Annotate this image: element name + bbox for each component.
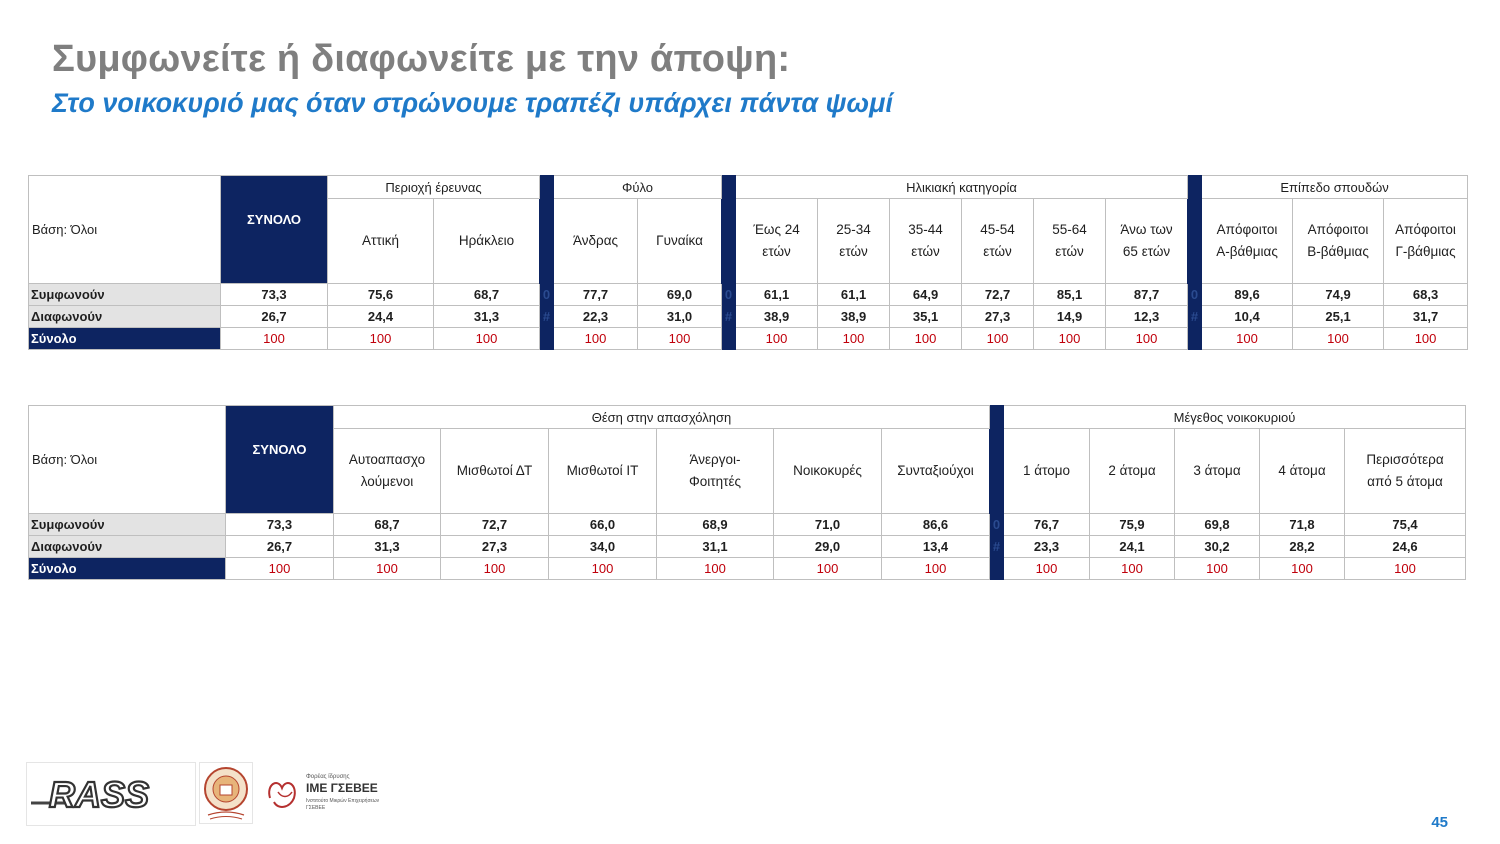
data-cell: 13,4 xyxy=(882,536,990,558)
row-label: Συμφωνούν xyxy=(29,514,226,536)
total-cell: 73,3 xyxy=(226,514,334,536)
data-cell: 38,9 xyxy=(818,306,890,328)
separator-marker xyxy=(990,558,1004,580)
data-cell: 100 xyxy=(549,558,657,580)
column-separator xyxy=(990,406,1004,514)
column-header: Απόφοιτοι Α-βάθμιας xyxy=(1202,199,1293,284)
page-title: Συμφωνείτε ή διαφωνείτε με την άποψη: xyxy=(52,38,791,80)
federation-seal-logo xyxy=(199,762,253,824)
total-cell: 26,7 xyxy=(221,306,328,328)
data-cell: 74,9 xyxy=(1293,284,1384,306)
crosstab-table-1 xyxy=(28,175,1468,350)
separator-marker: 0 xyxy=(1188,284,1202,306)
data-cell: 100 xyxy=(882,558,990,580)
data-cell: 100 xyxy=(736,328,818,350)
page-subtitle: Στο νοικοκυριό μας όταν στρώνουμε τραπέζι υπάρχει πάντα ψωμί xyxy=(52,88,893,118)
separator-marker: 0 xyxy=(540,284,554,306)
group-header-education: Επίπεδο σπουδών xyxy=(1202,176,1468,199)
column-header: Έως 24 ετών xyxy=(736,199,818,284)
group-header-household-size: Μέγεθος νοικοκυριού xyxy=(1004,406,1466,429)
page-number: 45 xyxy=(1431,814,1448,831)
separator-marker xyxy=(1188,328,1202,350)
total-cell: 100 xyxy=(221,328,328,350)
group-header-employment: Θέση στην απασχόληση xyxy=(334,406,990,429)
data-cell: 10,4 xyxy=(1202,306,1293,328)
data-cell: 100 xyxy=(1260,558,1345,580)
group-header-age: Ηλικιακή κατηγορία xyxy=(736,176,1188,199)
group-header-gender: Φύλο xyxy=(554,176,722,199)
data-cell: 25,1 xyxy=(1293,306,1384,328)
data-cell: 24,1 xyxy=(1090,536,1175,558)
svg-text:RASS: RASS xyxy=(49,774,150,815)
data-cell: 24,4 xyxy=(328,306,434,328)
ime-gsevee-logo xyxy=(264,768,384,820)
data-cell: 23,3 xyxy=(1004,536,1090,558)
row-label: Σύνολο xyxy=(29,328,221,350)
data-cell: 27,3 xyxy=(441,536,549,558)
rass-logo xyxy=(26,762,196,826)
group-header-region: Περιοχή έρευνας xyxy=(328,176,540,199)
data-cell: 34,0 xyxy=(549,536,657,558)
column-header: 55-64 ετών xyxy=(1034,199,1106,284)
data-cell: 100 xyxy=(1293,328,1384,350)
table-row-total xyxy=(29,558,1466,580)
table-row-total xyxy=(29,328,1468,350)
column-header: Συνταξιούχοι xyxy=(882,429,990,514)
data-cell: 68,7 xyxy=(434,284,540,306)
data-cell: 77,7 xyxy=(554,284,638,306)
data-cell: 100 xyxy=(334,558,441,580)
data-cell: 75,4 xyxy=(1345,514,1466,536)
data-cell: 31,7 xyxy=(1384,306,1468,328)
data-cell: 12,3 xyxy=(1106,306,1188,328)
total-column-header: ΣΥΝΟΛΟ xyxy=(226,406,334,514)
total-cell: 73,3 xyxy=(221,284,328,306)
row-label: Διαφωνούν xyxy=(29,306,221,328)
crosstab-table-2 xyxy=(28,405,1466,580)
base-label: Βάση: Όλοι xyxy=(29,406,226,514)
data-cell: 76,7 xyxy=(1004,514,1090,536)
data-cell: 68,3 xyxy=(1384,284,1468,306)
data-cell: 22,3 xyxy=(554,306,638,328)
data-cell: 72,7 xyxy=(441,514,549,536)
data-cell: 100 xyxy=(1090,558,1175,580)
data-cell: 14,9 xyxy=(1034,306,1106,328)
table-row-agree xyxy=(29,284,1468,306)
data-cell: 61,1 xyxy=(736,284,818,306)
total-cell: 26,7 xyxy=(226,536,334,558)
data-cell: 68,7 xyxy=(334,514,441,536)
data-cell: 100 xyxy=(1345,558,1466,580)
column-header: 2 άτομα xyxy=(1090,429,1175,514)
separator-marker: # xyxy=(1188,306,1202,328)
column-header: 4 άτομα xyxy=(1260,429,1345,514)
total-cell: 100 xyxy=(226,558,334,580)
data-cell: 28,2 xyxy=(1260,536,1345,558)
data-cell: 24,6 xyxy=(1345,536,1466,558)
column-header: 45-54 ετών xyxy=(962,199,1034,284)
data-cell: 31,0 xyxy=(638,306,722,328)
column-header: 3 άτομα xyxy=(1175,429,1260,514)
column-header: Μισθωτοί ΙΤ xyxy=(549,429,657,514)
data-cell: 100 xyxy=(1175,558,1260,580)
column-header: Αυτοαπασχο λούμενοι xyxy=(334,429,441,514)
data-cell: 100 xyxy=(554,328,638,350)
data-cell: 100 xyxy=(962,328,1034,350)
base-label: Βάση: Όλοι xyxy=(29,176,221,284)
data-cell: 27,3 xyxy=(962,306,1034,328)
svg-text:ΙΜΕ ΓΣΕΒΕΕ: ΙΜΕ ΓΣΕΒΕΕ xyxy=(306,781,378,795)
data-cell: 71,8 xyxy=(1260,514,1345,536)
column-header: 1 άτομο xyxy=(1004,429,1090,514)
column-header: Ηράκλειο xyxy=(434,199,540,284)
data-cell: 86,6 xyxy=(882,514,990,536)
data-cell: 30,2 xyxy=(1175,536,1260,558)
column-header: Άνω των 65 ετών xyxy=(1106,199,1188,284)
column-header: Αττική xyxy=(328,199,434,284)
column-header: Απόφοιτοι Β-βάθμιας xyxy=(1293,199,1384,284)
separator-marker: 0 xyxy=(722,284,736,306)
column-header: Απόφοιτοι Γ-βάθμιας xyxy=(1384,199,1468,284)
separator-marker: # xyxy=(722,306,736,328)
column-separator xyxy=(722,176,736,284)
data-cell: 75,9 xyxy=(1090,514,1175,536)
separator-marker: 0 xyxy=(990,514,1004,536)
row-label: Σύνολο xyxy=(29,558,226,580)
data-cell: 38,9 xyxy=(736,306,818,328)
data-cell: 100 xyxy=(1004,558,1090,580)
column-separator xyxy=(540,176,554,284)
column-header: Περισσότερα από 5 άτομα xyxy=(1345,429,1466,514)
data-cell: 100 xyxy=(774,558,882,580)
footer-logos xyxy=(26,762,386,826)
data-cell: 85,1 xyxy=(1034,284,1106,306)
data-cell: 100 xyxy=(1202,328,1293,350)
data-cell: 100 xyxy=(638,328,722,350)
table-row-agree xyxy=(29,514,1466,536)
column-header: 35-44 ετών xyxy=(890,199,962,284)
data-cell: 66,0 xyxy=(549,514,657,536)
data-cell: 75,6 xyxy=(328,284,434,306)
data-cell: 100 xyxy=(890,328,962,350)
data-cell: 35,1 xyxy=(890,306,962,328)
data-cell: 29,0 xyxy=(774,536,882,558)
column-header: Μισθωτοί ΔΤ xyxy=(441,429,549,514)
separator-marker xyxy=(540,328,554,350)
data-cell: 89,6 xyxy=(1202,284,1293,306)
column-separator xyxy=(1188,176,1202,284)
data-cell: 31,1 xyxy=(657,536,774,558)
data-cell: 68,9 xyxy=(657,514,774,536)
svg-text:ΓΣΕΒΕΕ: ΓΣΕΒΕΕ xyxy=(306,805,326,811)
data-cell: 100 xyxy=(328,328,434,350)
data-cell: 61,1 xyxy=(818,284,890,306)
row-label: Συμφωνούν xyxy=(29,284,221,306)
separator-marker: # xyxy=(990,536,1004,558)
data-cell: 71,0 xyxy=(774,514,882,536)
table-row-disagree xyxy=(29,306,1468,328)
data-cell: 72,7 xyxy=(962,284,1034,306)
column-header: 25-34 ετών xyxy=(818,199,890,284)
column-header: Άνεργοι- Φοιτητές xyxy=(657,429,774,514)
total-column-header: ΣΥΝΟΛΟ xyxy=(221,176,328,284)
data-cell: 100 xyxy=(818,328,890,350)
data-cell: 100 xyxy=(1034,328,1106,350)
data-cell: 100 xyxy=(434,328,540,350)
table-row-disagree xyxy=(29,536,1466,558)
column-header: Άνδρας xyxy=(554,199,638,284)
data-cell: 31,3 xyxy=(434,306,540,328)
separator-marker: # xyxy=(540,306,554,328)
svg-text:Φορέας ίδρυσης: Φορέας ίδρυσης xyxy=(306,774,350,780)
data-cell: 31,3 xyxy=(334,536,441,558)
data-cell: 100 xyxy=(1384,328,1468,350)
separator-marker xyxy=(722,328,736,350)
data-cell: 69,0 xyxy=(638,284,722,306)
column-header: Νοικοκυρές xyxy=(774,429,882,514)
data-cell: 64,9 xyxy=(890,284,962,306)
svg-text:Ινστιτούτο Μικρών Επιχειρήσεων: Ινστιτούτο Μικρών Επιχειρήσεων xyxy=(306,798,380,804)
data-cell: 100 xyxy=(657,558,774,580)
row-label: Διαφωνούν xyxy=(29,536,226,558)
data-cell: 100 xyxy=(1106,328,1188,350)
column-header: Γυναίκα xyxy=(638,199,722,284)
data-cell: 100 xyxy=(441,558,549,580)
data-cell: 69,8 xyxy=(1175,514,1260,536)
data-cell: 87,7 xyxy=(1106,284,1188,306)
